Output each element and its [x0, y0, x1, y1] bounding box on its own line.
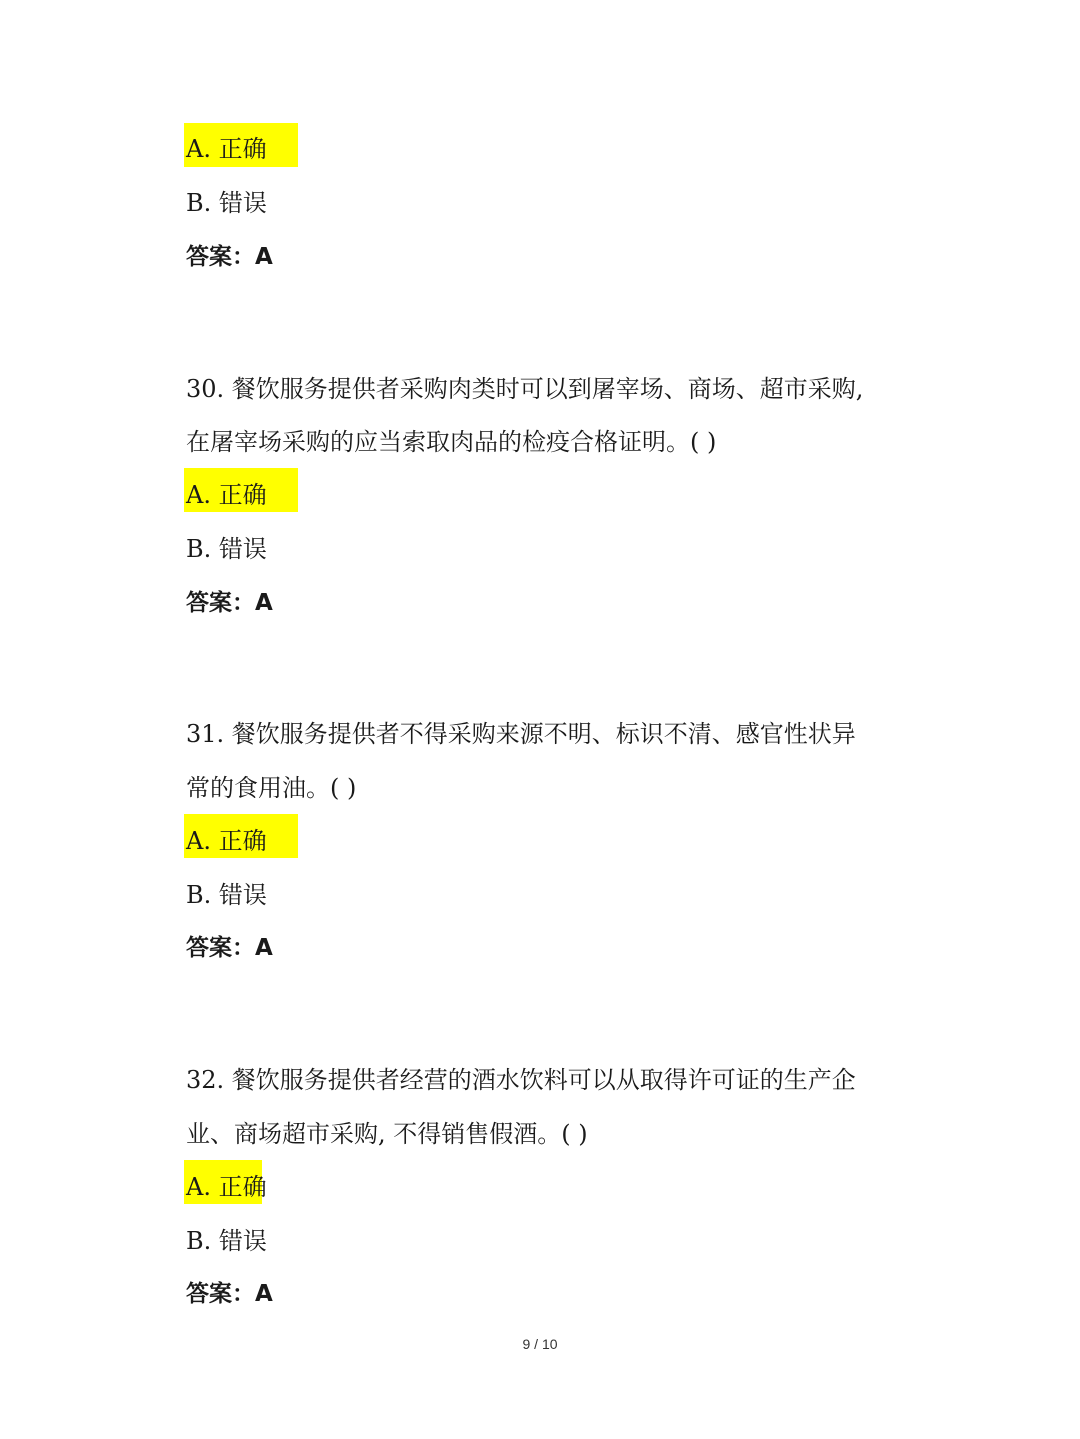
- option-a-text: A. 正确: [186, 827, 267, 855]
- option-a-text: A. 正确: [186, 1173, 267, 1201]
- question-31-line-2: 常的食用油。( ): [186, 774, 357, 802]
- option-a: [186, 1172, 267, 1202]
- question-31-line-1: 31. 餐饮服务提供者不得采购来源不明、标识不清、感官性状异: [186, 720, 856, 748]
- question-30-line-2: 在屠宰场采购的应当索取肉品的检疫合格证明。( ): [186, 428, 717, 456]
- option-a-text: A. 正确: [186, 481, 267, 509]
- option-a: [186, 826, 267, 856]
- answer-line: 答案：A: [186, 935, 273, 961]
- option-b: B. 错误: [186, 535, 267, 563]
- option-a: [186, 480, 267, 510]
- answer-line: 答案：A: [186, 244, 273, 270]
- option-b: B. 错误: [186, 1227, 267, 1255]
- answer-line: 答案：A: [186, 1281, 273, 1307]
- question-32-line-2: 业、商场超市采购, 不得销售假酒。( ): [186, 1120, 588, 1148]
- page-number: 9 / 10: [522, 1336, 558, 1352]
- answer-line: 答案：A: [186, 590, 273, 616]
- question-32-line-1: 32. 餐饮服务提供者经营的酒水饮料可以从取得许可证的生产企: [186, 1066, 856, 1094]
- question-30-line-1: 30. 餐饮服务提供者采购肉类时可以到屠宰场、商场、超市采购,: [186, 375, 864, 403]
- option-b: B. 错误: [186, 881, 267, 909]
- option-a-text: A. 正确: [186, 135, 267, 163]
- option-a: [186, 134, 267, 164]
- option-b: B. 错误: [186, 189, 267, 217]
